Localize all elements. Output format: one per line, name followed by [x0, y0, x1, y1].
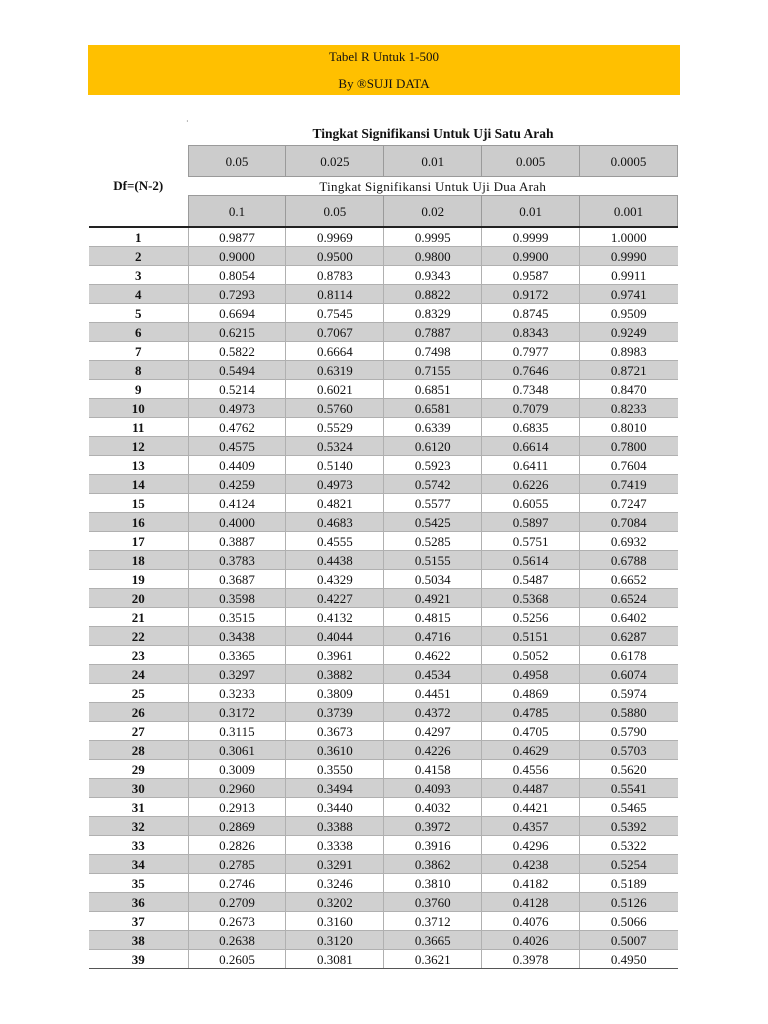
r-value-cell: 0.6694 — [188, 304, 286, 323]
r-value-cell: 0.5974 — [580, 684, 678, 703]
table-row — [89, 722, 678, 741]
r-value-cell: 0.3081 — [286, 950, 384, 969]
two-tail-level: 0.01 — [482, 196, 580, 228]
r-value-cell: 0.3810 — [384, 874, 482, 893]
r-value-cell: 0.4044 — [286, 627, 384, 646]
r-value-cell: 0.5066 — [580, 912, 678, 931]
r-value-cell: 0.8983 — [580, 342, 678, 361]
r-value-cell: 0.4451 — [384, 684, 482, 703]
r-value-cell: 0.4329 — [286, 570, 384, 589]
r-value-cell: 0.5126 — [580, 893, 678, 912]
r-value-cell: 0.7545 — [286, 304, 384, 323]
r-value-cell: 0.3783 — [188, 551, 286, 570]
r-value-cell: 0.4000 — [188, 513, 286, 532]
r-value-cell: 0.8054 — [188, 266, 286, 285]
r-value-cell: 0.4296 — [482, 836, 580, 855]
table-row — [89, 342, 678, 361]
table-row — [89, 741, 678, 760]
r-table — [89, 145, 678, 969]
df-cell: 20 — [89, 589, 188, 608]
r-value-cell: 0.7977 — [482, 342, 580, 361]
r-value-cell: 0.9900 — [482, 247, 580, 266]
table-row — [89, 665, 678, 684]
df-cell: 30 — [89, 779, 188, 798]
df-cell: 11 — [89, 418, 188, 437]
r-value-cell: 0.6021 — [286, 380, 384, 399]
table-row — [89, 893, 678, 912]
r-value-cell: 0.4555 — [286, 532, 384, 551]
r-value-cell: 0.8329 — [384, 304, 482, 323]
r-value-cell: 0.9000 — [188, 247, 286, 266]
r-value-cell: 0.8822 — [384, 285, 482, 304]
r-value-cell: 0.3338 — [286, 836, 384, 855]
table-row — [89, 855, 678, 874]
r-value-cell: 0.7646 — [482, 361, 580, 380]
r-value-cell: 0.3438 — [188, 627, 286, 646]
r-value-cell: 0.5007 — [580, 931, 678, 950]
table-row — [89, 684, 678, 703]
r-value-cell: 0.6581 — [384, 399, 482, 418]
r-value-cell: 0.9911 — [580, 266, 678, 285]
r-value-cell: 0.2638 — [188, 931, 286, 950]
r-value-cell: 0.3233 — [188, 684, 286, 703]
r-value-cell: 0.9509 — [580, 304, 678, 323]
r-value-cell: 0.4716 — [384, 627, 482, 646]
table-row — [89, 304, 678, 323]
table-row — [89, 798, 678, 817]
r-value-cell: 0.4372 — [384, 703, 482, 722]
table-row — [89, 532, 678, 551]
r-value-cell: 0.4821 — [286, 494, 384, 513]
table-row — [89, 227, 678, 247]
two-tail-level: 0.02 — [384, 196, 482, 228]
r-value-cell: 0.3978 — [482, 950, 580, 969]
r-value-cell: 0.7604 — [580, 456, 678, 475]
df-cell: 36 — [89, 893, 188, 912]
df-cell: 28 — [89, 741, 188, 760]
r-value-cell: 0.3712 — [384, 912, 482, 931]
two-tail-level: 0.001 — [580, 196, 678, 228]
r-value-cell: 0.8233 — [580, 399, 678, 418]
r-value-cell: 0.4487 — [482, 779, 580, 798]
r-value-cell: 0.3120 — [286, 931, 384, 950]
r-value-cell: 0.3961 — [286, 646, 384, 665]
df-cell: 23 — [89, 646, 188, 665]
r-value-cell: 0.9990 — [580, 247, 678, 266]
r-value-cell: 0.4973 — [188, 399, 286, 418]
r-value-cell: 0.5034 — [384, 570, 482, 589]
r-value-cell: 0.9995 — [384, 227, 482, 247]
r-value-cell: 0.4259 — [188, 475, 286, 494]
r-value-cell: 0.6402 — [580, 608, 678, 627]
df-cell: 22 — [89, 627, 188, 646]
table-row — [89, 418, 678, 437]
r-value-cell: 0.4556 — [482, 760, 580, 779]
r-value-cell: 0.4357 — [482, 817, 580, 836]
r-value-cell: 0.3610 — [286, 741, 384, 760]
table-row — [89, 627, 678, 646]
table-row — [89, 456, 678, 475]
r-value-cell: 0.3673 — [286, 722, 384, 741]
r-value-cell: 0.2869 — [188, 817, 286, 836]
r-value-cell: 0.5620 — [580, 760, 678, 779]
r-value-cell: 0.8470 — [580, 380, 678, 399]
r-value-cell: 0.2960 — [188, 779, 286, 798]
df-cell: 4 — [89, 285, 188, 304]
r-value-cell: 0.2826 — [188, 836, 286, 855]
table-row — [89, 494, 678, 513]
r-value-cell: 0.4869 — [482, 684, 580, 703]
banner-author: By ®SUJI DATA — [338, 76, 430, 91]
df-cell: 12 — [89, 437, 188, 456]
r-value-cell: 0.3916 — [384, 836, 482, 855]
r-value-cell: 0.6055 — [482, 494, 580, 513]
df-cell: 24 — [89, 665, 188, 684]
table-row — [89, 475, 678, 494]
two-tail-level: 0.05 — [286, 196, 384, 228]
df-cell: 32 — [89, 817, 188, 836]
r-value-cell: 0.7155 — [384, 361, 482, 380]
r-value-cell: 0.4032 — [384, 798, 482, 817]
table-row — [89, 912, 678, 931]
r-value-cell: 0.2709 — [188, 893, 286, 912]
df-cell: 15 — [89, 494, 188, 513]
r-value-cell: 0.2605 — [188, 950, 286, 969]
df-cell: 37 — [89, 912, 188, 931]
r-value-cell: 0.9800 — [384, 247, 482, 266]
df-cell: 10 — [89, 399, 188, 418]
r-value-cell: 0.5285 — [384, 532, 482, 551]
table-row — [89, 399, 678, 418]
r-value-cell: 0.6287 — [580, 627, 678, 646]
r-value-cell: 0.7498 — [384, 342, 482, 361]
r-value-cell: 0.4622 — [384, 646, 482, 665]
r-value-cell: 0.3202 — [286, 893, 384, 912]
r-value-cell: 0.2746 — [188, 874, 286, 893]
r-value-cell: 0.6120 — [384, 437, 482, 456]
table-row — [89, 323, 678, 342]
table-row — [89, 285, 678, 304]
one-tail-level: 0.05 — [188, 146, 286, 177]
r-value-cell: 0.5541 — [580, 779, 678, 798]
table-row — [89, 247, 678, 266]
r-value-cell: 0.8114 — [286, 285, 384, 304]
r-value-cell: 0.5487 — [482, 570, 580, 589]
r-value-cell: 0.5256 — [482, 608, 580, 627]
r-value-cell: 0.6215 — [188, 323, 286, 342]
r-value-cell: 0.7247 — [580, 494, 678, 513]
r-value-cell: 0.6835 — [482, 418, 580, 437]
two-tail-level: 0.1 — [188, 196, 286, 228]
r-value-cell: 0.7084 — [580, 513, 678, 532]
r-value-cell: 0.4629 — [482, 741, 580, 760]
r-value-cell: 0.9999 — [482, 227, 580, 247]
r-value-cell: 0.6226 — [482, 475, 580, 494]
r-value-cell: 0.3388 — [286, 817, 384, 836]
table-row — [89, 380, 678, 399]
table-row — [89, 779, 678, 798]
r-value-cell: 0.4076 — [482, 912, 580, 931]
r-value-cell: 0.5897 — [482, 513, 580, 532]
r-value-cell: 0.3665 — [384, 931, 482, 950]
df-cell: 1 — [89, 227, 188, 247]
table-row — [89, 817, 678, 836]
r-value-cell: 0.5790 — [580, 722, 678, 741]
one-tail-level: 0.01 — [384, 146, 482, 177]
r-value-cell: 0.4132 — [286, 608, 384, 627]
r-value-cell: 0.3882 — [286, 665, 384, 684]
df-cell: 9 — [89, 380, 188, 399]
r-value-cell: 0.2785 — [188, 855, 286, 874]
df-cell: 31 — [89, 798, 188, 817]
r-value-cell: 0.5151 — [482, 627, 580, 646]
r-value-cell: 0.4124 — [188, 494, 286, 513]
one-tail-levels-row — [89, 146, 678, 177]
df-cell: 6 — [89, 323, 188, 342]
r-value-cell: 0.3862 — [384, 855, 482, 874]
r-value-cell: 0.4409 — [188, 456, 286, 475]
r-value-cell: 0.4026 — [482, 931, 580, 950]
table-row — [89, 608, 678, 627]
r-value-cell: 0.3515 — [188, 608, 286, 627]
r-value-cell: 0.7887 — [384, 323, 482, 342]
table-row — [89, 513, 678, 532]
table-row — [89, 437, 678, 456]
r-value-cell: 0.3972 — [384, 817, 482, 836]
r-value-cell: 0.3760 — [384, 893, 482, 912]
table-row — [89, 703, 678, 722]
r-value-cell: 0.8783 — [286, 266, 384, 285]
table-row — [89, 361, 678, 380]
df-cell: 14 — [89, 475, 188, 494]
df-cell: 5 — [89, 304, 188, 323]
r-value-cell: 0.3061 — [188, 741, 286, 760]
r-value-cell: 0.5392 — [580, 817, 678, 836]
r-value-cell: 0.2913 — [188, 798, 286, 817]
r-value-cell: 0.4683 — [286, 513, 384, 532]
r-value-cell: 0.3887 — [188, 532, 286, 551]
table-row — [89, 931, 678, 950]
r-value-cell: 0.5742 — [384, 475, 482, 494]
r-value-cell: 0.4973 — [286, 475, 384, 494]
r-value-cell: 0.4762 — [188, 418, 286, 437]
r-value-cell: 0.9172 — [482, 285, 580, 304]
r-value-cell: 0.5703 — [580, 741, 678, 760]
r-value-cell: 0.8721 — [580, 361, 678, 380]
df-cell: 16 — [89, 513, 188, 532]
r-value-cell: 0.4238 — [482, 855, 580, 874]
table-row — [89, 646, 678, 665]
r-value-cell: 1.0000 — [580, 227, 678, 247]
r-value-cell: 0.8745 — [482, 304, 580, 323]
r-value-cell: 0.6524 — [580, 589, 678, 608]
r-value-cell: 0.5322 — [580, 836, 678, 855]
r-value-cell: 0.5760 — [286, 399, 384, 418]
r-value-cell: 0.6411 — [482, 456, 580, 475]
r-value-cell: 0.8010 — [580, 418, 678, 437]
df-cell: 17 — [89, 532, 188, 551]
r-value-cell: 0.4182 — [482, 874, 580, 893]
r-value-cell: 0.4815 — [384, 608, 482, 627]
r-value-cell: 0.7079 — [482, 399, 580, 418]
df-cell: 18 — [89, 551, 188, 570]
table-row — [89, 760, 678, 779]
r-value-cell: 0.5155 — [384, 551, 482, 570]
r-value-cell: 0.3687 — [188, 570, 286, 589]
df-cell: 21 — [89, 608, 188, 627]
df-cell: 19 — [89, 570, 188, 589]
r-value-cell: 0.3365 — [188, 646, 286, 665]
r-value-cell: 0.5880 — [580, 703, 678, 722]
r-value-cell: 0.5614 — [482, 551, 580, 570]
r-value-cell: 0.5140 — [286, 456, 384, 475]
r-value-cell: 0.5324 — [286, 437, 384, 456]
r-value-cell: 0.5214 — [188, 380, 286, 399]
r-value-cell: 0.4158 — [384, 760, 482, 779]
r-value-cell: 0.6074 — [580, 665, 678, 684]
r-value-cell: 0.8343 — [482, 323, 580, 342]
r-value-cell: 0.7067 — [286, 323, 384, 342]
df-cell: 34 — [89, 855, 188, 874]
df-cell: 29 — [89, 760, 188, 779]
r-value-cell: 0.9969 — [286, 227, 384, 247]
table-row — [89, 551, 678, 570]
table-row — [89, 836, 678, 855]
df-cell: 25 — [89, 684, 188, 703]
r-value-cell: 0.3291 — [286, 855, 384, 874]
df-cell: 13 — [89, 456, 188, 475]
r-value-cell: 0.3440 — [286, 798, 384, 817]
df-cell: 35 — [89, 874, 188, 893]
r-value-cell: 0.6851 — [384, 380, 482, 399]
stray-mark: · — [186, 117, 189, 126]
df-cell: 38 — [89, 931, 188, 950]
table-row — [89, 570, 678, 589]
r-value-cell: 0.7800 — [580, 437, 678, 456]
one-tail-level: 0.025 — [286, 146, 384, 177]
r-value-cell: 0.5254 — [580, 855, 678, 874]
r-value-cell: 0.3598 — [188, 589, 286, 608]
r-value-cell: 0.3550 — [286, 760, 384, 779]
r-value-cell: 0.5052 — [482, 646, 580, 665]
r-value-cell: 0.5425 — [384, 513, 482, 532]
r-value-cell: 0.6319 — [286, 361, 384, 380]
df-cell: 27 — [89, 722, 188, 741]
r-value-cell: 0.5751 — [482, 532, 580, 551]
r-value-cell: 0.7348 — [482, 380, 580, 399]
r-value-cell: 0.3115 — [188, 722, 286, 741]
r-value-cell: 0.3809 — [286, 684, 384, 703]
r-value-cell: 0.4093 — [384, 779, 482, 798]
df-cell: 8 — [89, 361, 188, 380]
one-tail-level: 0.005 — [482, 146, 580, 177]
r-value-cell: 0.4705 — [482, 722, 580, 741]
r-value-cell: 0.3246 — [286, 874, 384, 893]
table-row — [89, 266, 678, 285]
r-value-cell: 0.5368 — [482, 589, 580, 608]
r-value-cell: 0.4958 — [482, 665, 580, 684]
title-banner — [88, 45, 680, 95]
r-value-cell: 0.4297 — [384, 722, 482, 741]
r-value-cell: 0.4438 — [286, 551, 384, 570]
r-value-cell: 0.4921 — [384, 589, 482, 608]
one-tail-level: 0.0005 — [580, 146, 678, 177]
df-label: Df=(N-2) — [113, 178, 164, 194]
df-cell: 3 — [89, 266, 188, 285]
r-value-cell: 0.4227 — [286, 589, 384, 608]
r-value-cell: 0.9500 — [286, 247, 384, 266]
r-value-cell: 0.5822 — [188, 342, 286, 361]
r-value-cell: 0.6178 — [580, 646, 678, 665]
banner-title: Tabel R Untuk 1-500 — [329, 49, 439, 64]
r-value-cell: 0.6788 — [580, 551, 678, 570]
r-value-cell: 0.4534 — [384, 665, 482, 684]
r-value-cell: 0.5494 — [188, 361, 286, 380]
r-value-cell: 0.6932 — [580, 532, 678, 551]
r-value-cell: 0.9877 — [188, 227, 286, 247]
r-value-cell: 0.5923 — [384, 456, 482, 475]
r-value-cell: 0.9741 — [580, 285, 678, 304]
df-cell: 39 — [89, 950, 188, 969]
table-body — [89, 227, 678, 969]
r-value-cell: 0.5577 — [384, 494, 482, 513]
r-value-cell: 0.9587 — [482, 266, 580, 285]
table-row — [89, 874, 678, 893]
r-value-cell: 0.4226 — [384, 741, 482, 760]
r-value-cell: 0.2673 — [188, 912, 286, 931]
r-value-cell: 0.3297 — [188, 665, 286, 684]
r-value-cell: 0.3494 — [286, 779, 384, 798]
table-row — [89, 589, 678, 608]
r-value-cell: 0.7293 — [188, 285, 286, 304]
df-cell: 2 — [89, 247, 188, 266]
r-value-cell: 0.3739 — [286, 703, 384, 722]
r-value-cell: 0.6652 — [580, 570, 678, 589]
r-value-cell: 0.3009 — [188, 760, 286, 779]
r-value-cell: 0.4421 — [482, 798, 580, 817]
r-value-cell: 0.6339 — [384, 418, 482, 437]
r-value-cell: 0.5465 — [580, 798, 678, 817]
table-row — [89, 950, 678, 969]
r-value-cell: 0.7419 — [580, 475, 678, 494]
r-value-cell: 0.3621 — [384, 950, 482, 969]
r-value-cell: 0.4785 — [482, 703, 580, 722]
r-value-cell: 0.9249 — [580, 323, 678, 342]
r-value-cell: 0.5189 — [580, 874, 678, 893]
r-value-cell: 0.6664 — [286, 342, 384, 361]
two-tail-title: Tingkat Signifikansi Untuk Uji Dua Arah — [188, 177, 678, 196]
r-value-cell: 0.3172 — [188, 703, 286, 722]
one-tail-title: Tingkat Signifikansi Untuk Uji Satu Arah — [312, 126, 554, 141]
df-cell: 33 — [89, 836, 188, 855]
r-value-cell: 0.4128 — [482, 893, 580, 912]
r-value-cell: 0.4950 — [580, 950, 678, 969]
df-cell: 7 — [89, 342, 188, 361]
df-cell: 26 — [89, 703, 188, 722]
r-value-cell: 0.4575 — [188, 437, 286, 456]
r-value-cell: 0.3160 — [286, 912, 384, 931]
r-value-cell: 0.5529 — [286, 418, 384, 437]
r-value-cell: 0.9343 — [384, 266, 482, 285]
r-value-cell: 0.6614 — [482, 437, 580, 456]
